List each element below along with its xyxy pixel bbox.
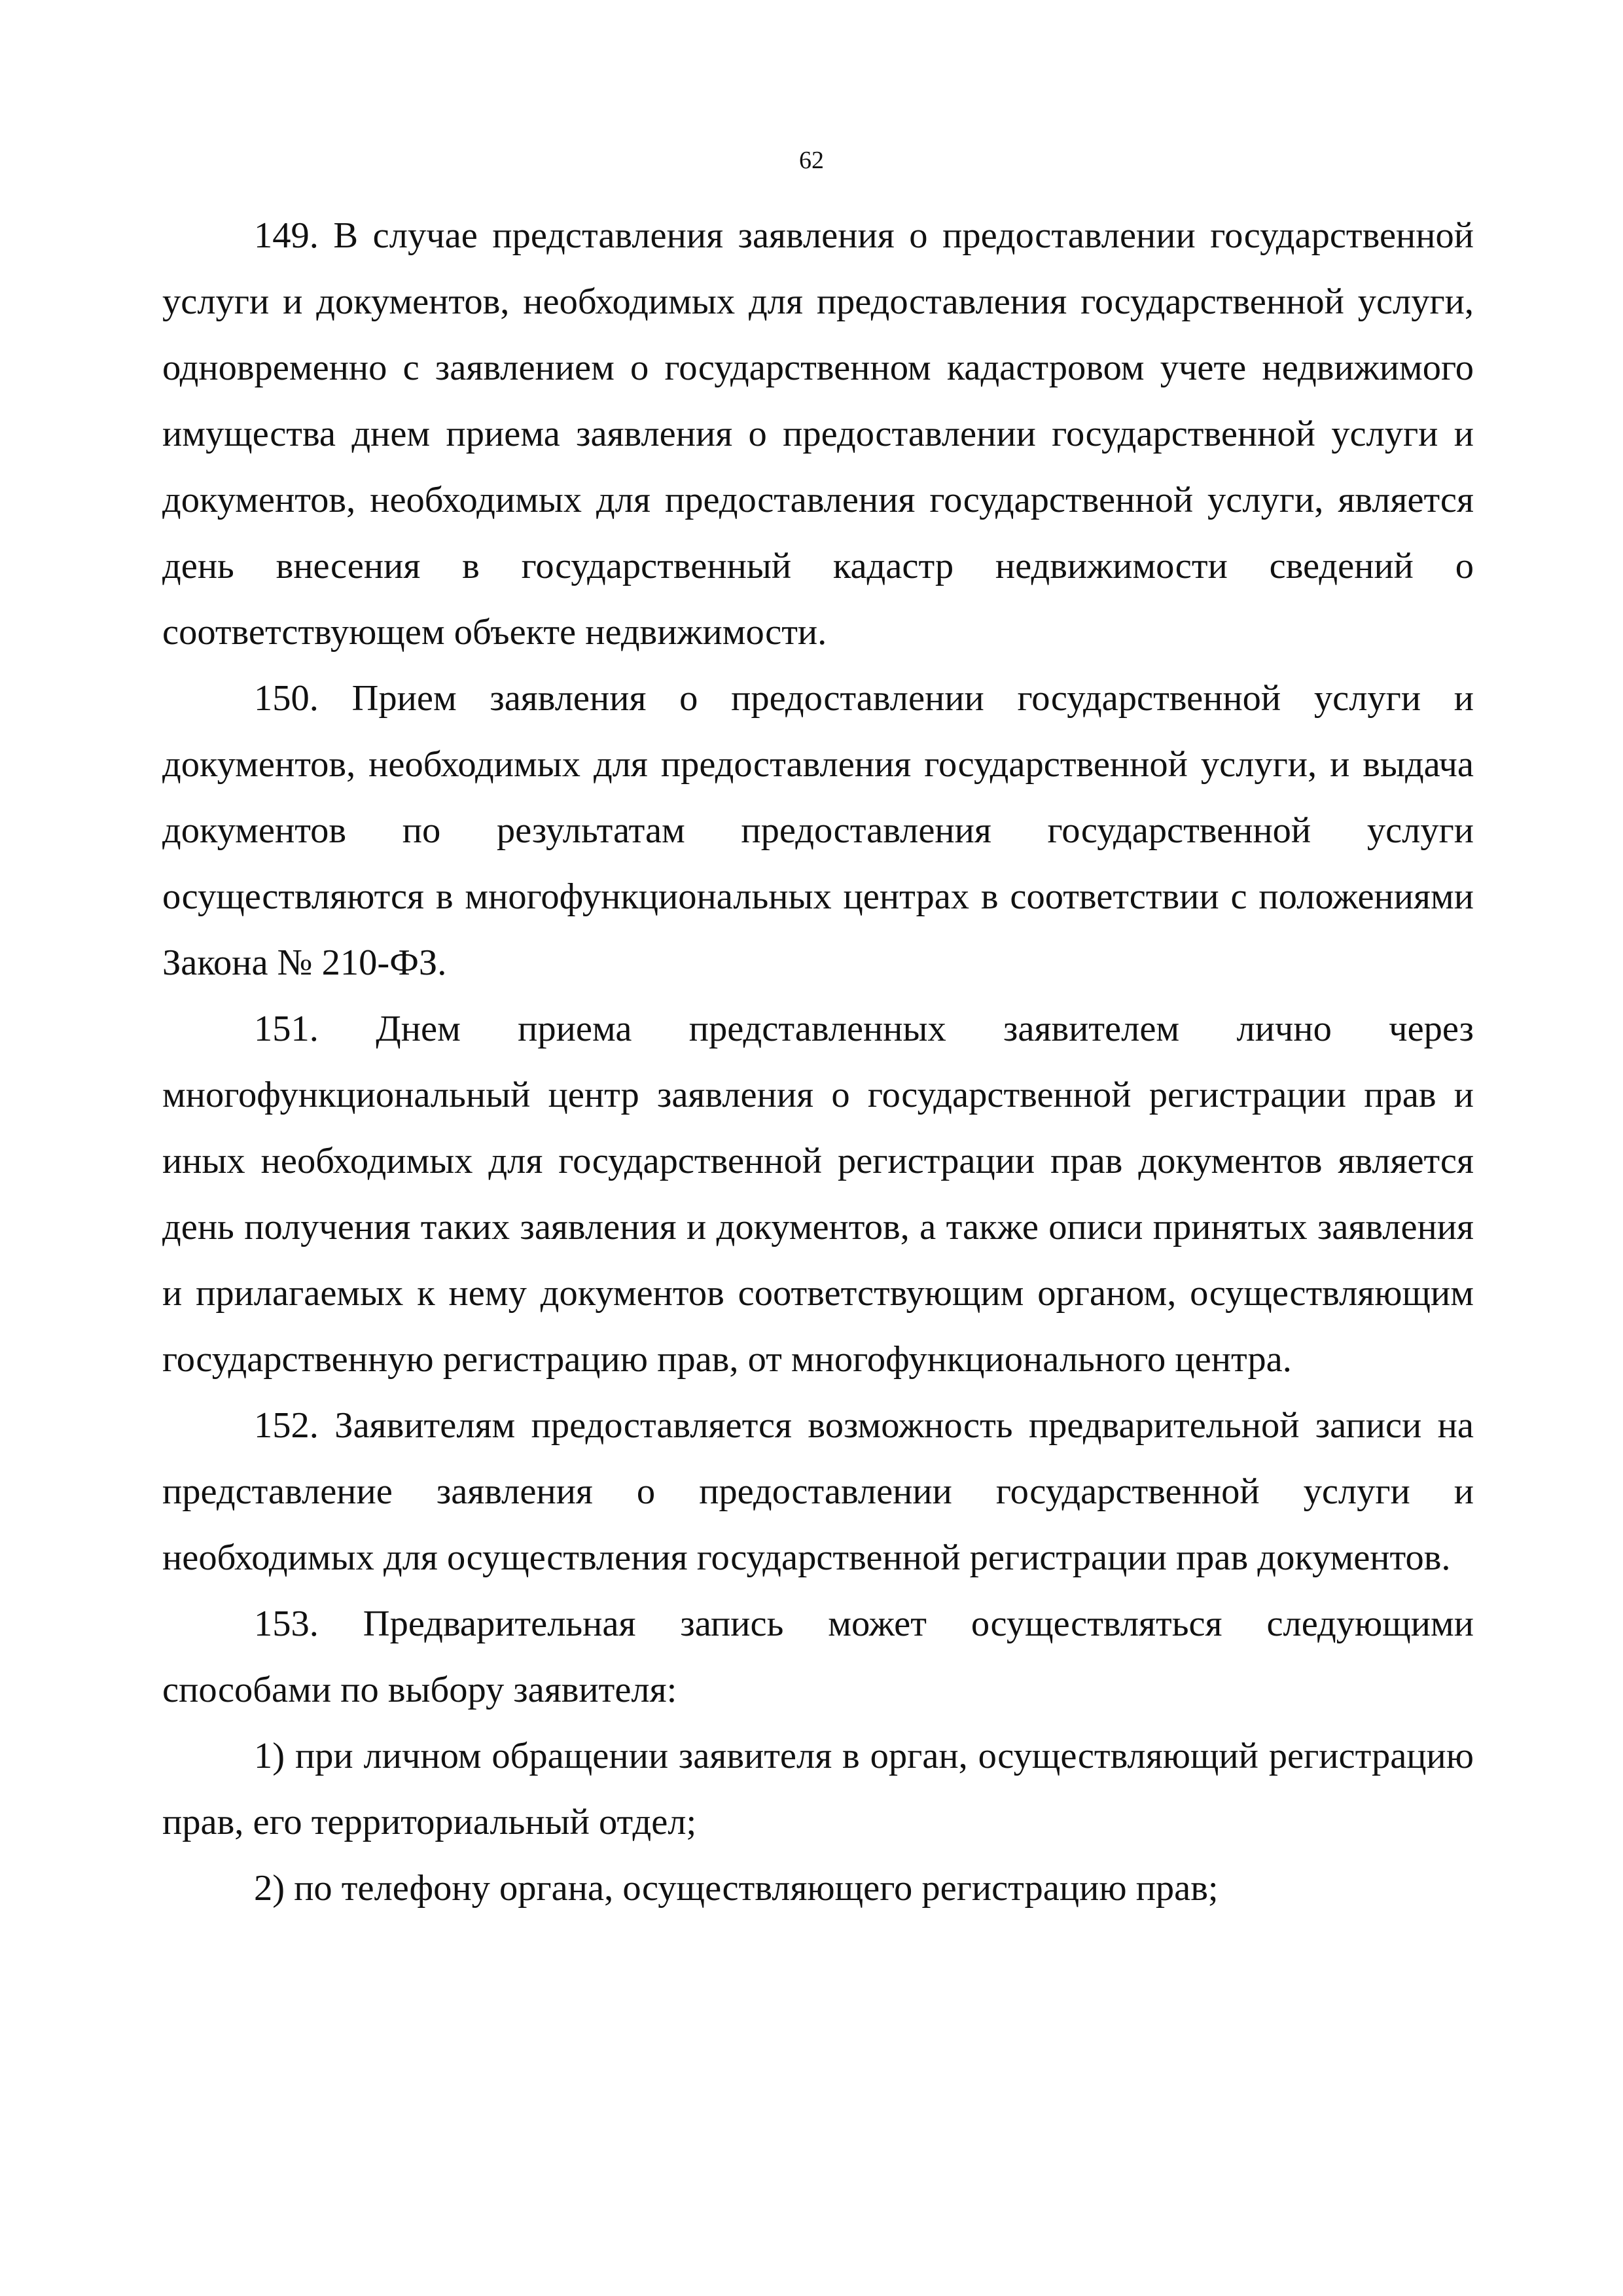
paragraph-149: 149. В случае представления заявления о предоставлении государственной услуги и документов, необходимых для предоставления государственной услуги, одновременно с заявлением о государственном кадастровом учете недвижимого имущества днем приема заявления о предоставлении государственной услуги и документов, необходимых для предоставления государственной услуги, является день внесения в государственный кадастр недвижимости сведений о соответствующем объекте недвижимости. — [162, 215, 1474, 653]
list-item-1: 1) при личном обращении заявителя в орган, осуществляющий регистрацию прав, его территориальный отдел; — [162, 1736, 1474, 1842]
page-number: 62 — [799, 147, 824, 174]
paragraph-152: 152. Заявителям предоставляется возможность предварительной записи на представление заявления о предоставлении государственной услуги и необходимых для осуществления государственной регистрации прав документов. — [162, 1405, 1474, 1578]
paragraph-153: 153. Предварительная запись может осуществляться следующими способами по выбору заявителя: — [162, 1604, 1474, 1710]
list-item-2: 2) по телефону органа, осуществляющего регистрацию прав; — [254, 1868, 1219, 1909]
paragraph-151: 151. Днем приема представленных заявителем лично через многофункциональный центр заявления о государственной регистрации прав и иных необходимых для государственной регистрации прав документов является день получения таких заявления и документов, а также описи принятых заявления и прилагаемых к нему документов соответствующим органом, осуществляющим государственную регистрацию прав, от многофункционального центра. — [162, 1009, 1474, 1380]
document-body — [162, 203, 1474, 1922]
paragraph-150: 150. Прием заявления о предоставлении государственной услуги и документов, необходимых для предоставления государственной услуги, и выдача документов по результатам предоставления государственной услуги осуществляются в многофункциональных центрах в соответствии с положениями Закона № 210-ФЗ. — [162, 678, 1474, 983]
